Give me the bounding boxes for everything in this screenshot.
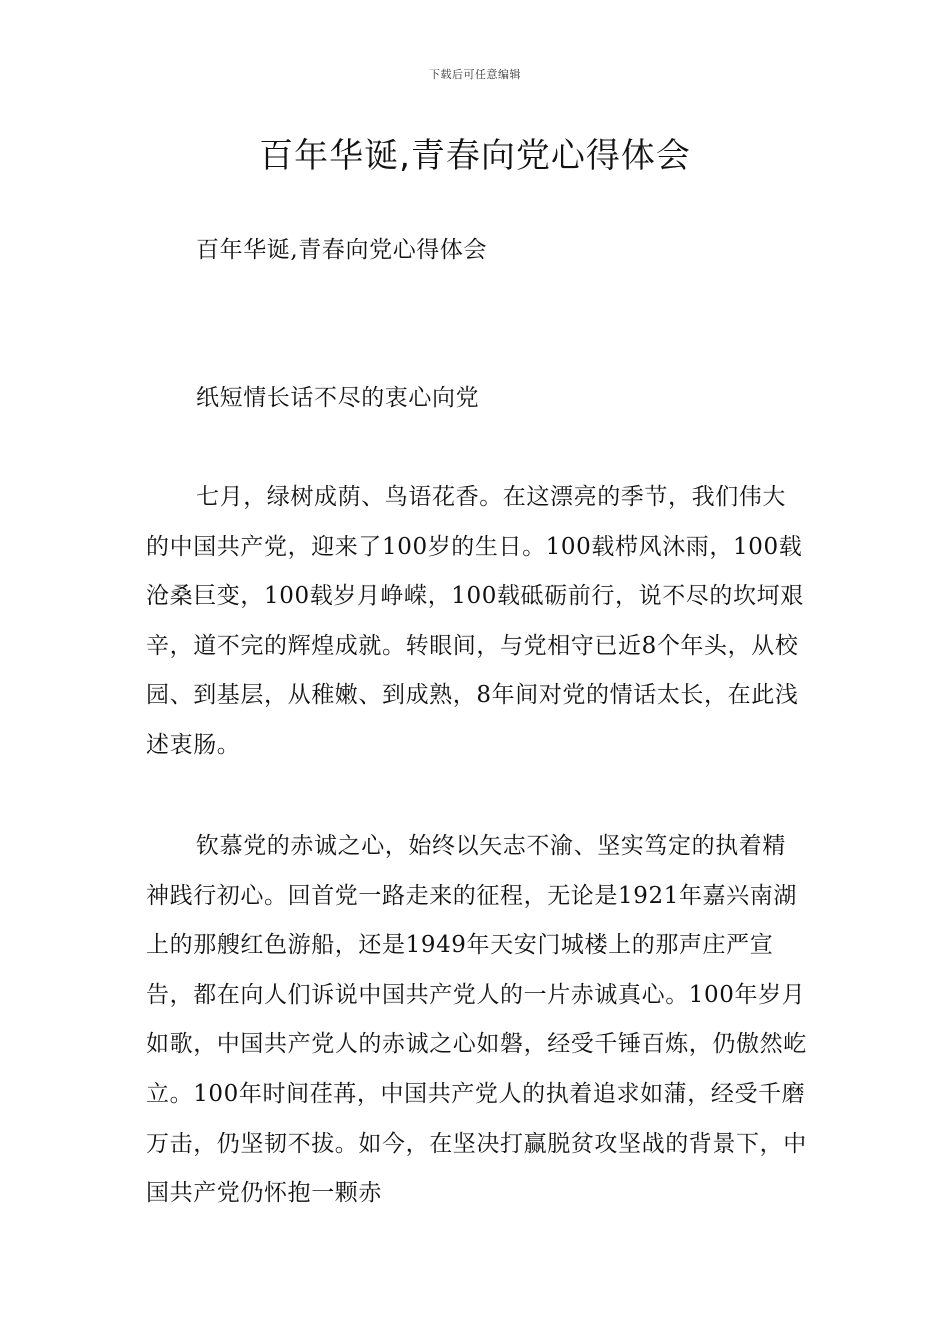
header-note: 下载后可任意编辑 xyxy=(429,68,521,81)
document-subtitle: 百年华诞,青春向党心得体会 xyxy=(196,237,488,263)
document-title: 百年华诞,青春向党心得体会 xyxy=(259,136,691,176)
paragraph: 钦慕党的赤诚之心，始终以矢志不渝、坚实笃定的执着精神践行初心。回首党一路走来的征程，无论是1921年嘉兴南湖上的那艘红色游船，还是1949年天安门城楼上的那声庄严宣告，都在向人们诉说中国共产党人的一片赤诚真心。100年岁月如歌，中国共产党人的赤诚之心如磐，经受千锤百炼，仍傲然屹立。100年时间荏苒，中国共产党人的执着追求如蒲，经受千磨万击，仍坚韧不拔。如今，在坚决打赢脱贫攻坚战的背景下，中国共产党仍怀抱一颗赤 xyxy=(146,833,807,1207)
paragraph: 七月，绿树成荫、鸟语花香。在这漂亮的季节，我们伟大的中国共产党，迎来了100岁的生日。100载栉风沐雨，100载沧桑巨变，100载岁月峥嵘，100载砥砺前行，说不尽的坎坷艰辛，道不完的辉煌成就。转眼间，与党相守已近8个年头，从校园、到基层，从稚嫩、到成熟，8年间对党的情话太长，在此浅述衷肠。 xyxy=(146,484,804,758)
section-heading: 纸短情长话不尽的衷心向党 xyxy=(196,385,480,411)
